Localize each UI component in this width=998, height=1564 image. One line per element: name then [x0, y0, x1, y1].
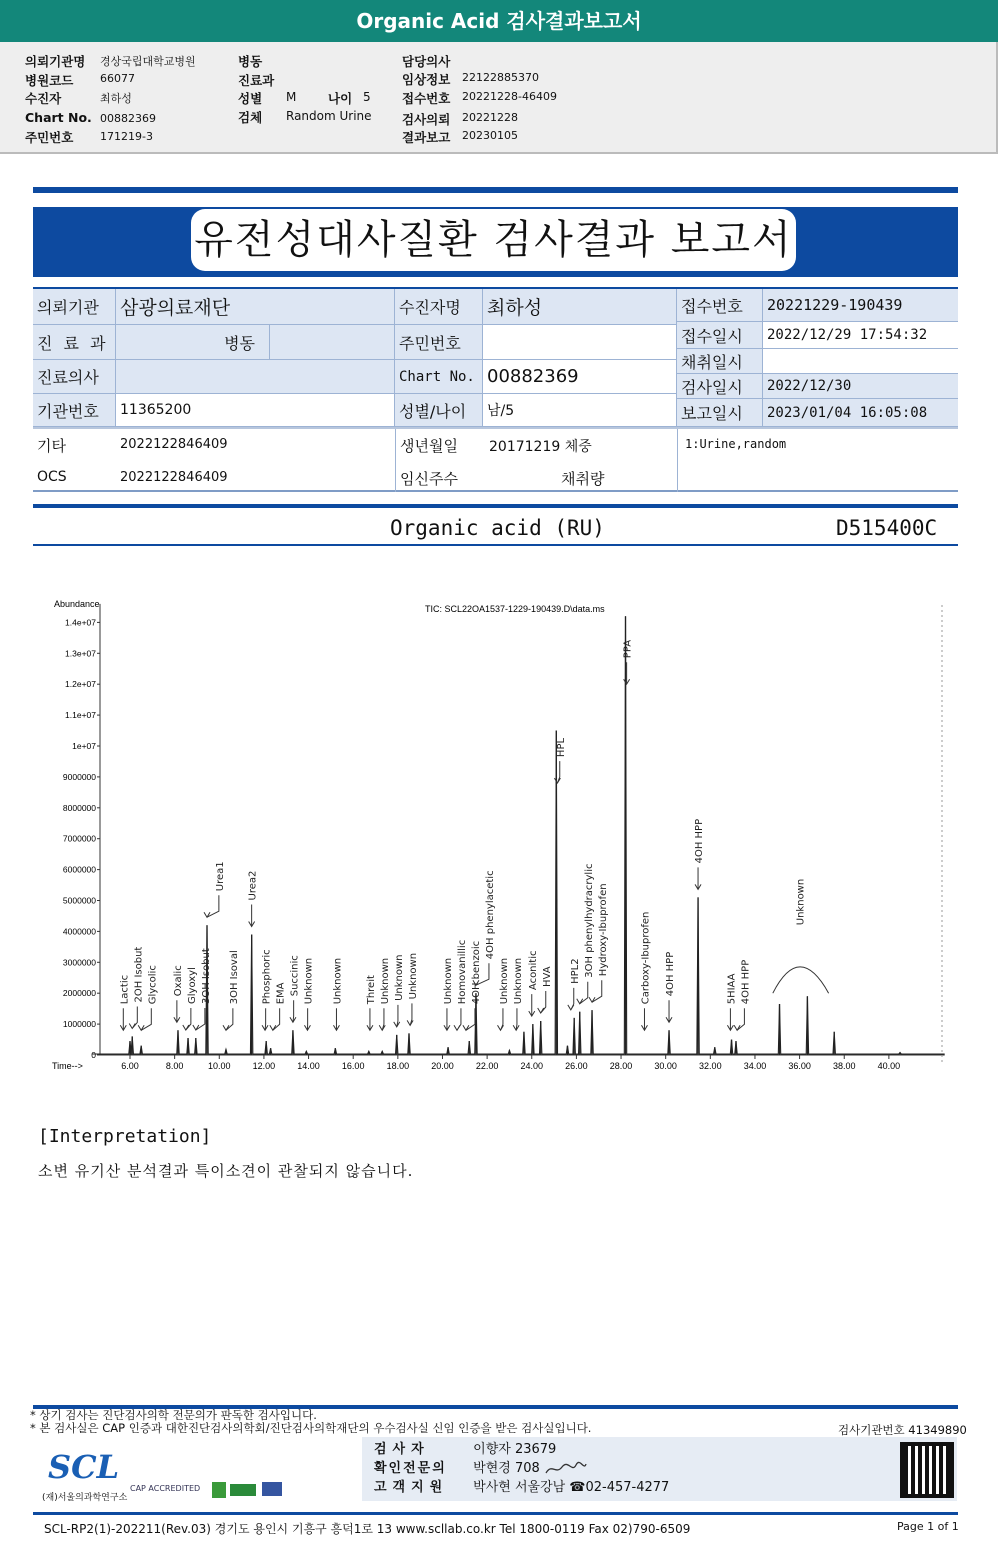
- label: 주민번호: [395, 325, 483, 360]
- label: Chart No.: [25, 110, 92, 125]
- peak-annotation: Carboxy-Ibuprofen: [640, 911, 652, 1005]
- peak-annotation: 4OH HPP: [665, 951, 677, 997]
- peak-annotation: Unknown: [379, 957, 391, 1005]
- annotation-arrow: [129, 1006, 137, 1028]
- peak-annotation: Glyoxyl: [186, 967, 198, 1005]
- annotation-arrow: [333, 1008, 339, 1030]
- y-tick-label: 1e+07: [72, 741, 96, 751]
- x-tick-label: 10.00: [208, 1061, 231, 1071]
- peak-annotation: 3OH Isobut: [200, 948, 212, 1005]
- label: 확인전문의: [374, 1461, 447, 1476]
- peak-annotation: Lactic: [119, 974, 131, 1005]
- label: 검체: [238, 110, 263, 125]
- annotation-bracket: [773, 967, 829, 993]
- annotation-arrow: [513, 1008, 519, 1030]
- y-tick-label: 3000000: [62, 957, 96, 968]
- x-tick-label: 20.00: [431, 1061, 454, 1071]
- annotation-arrow: [270, 1008, 280, 1030]
- note: * 상기 검사는 진단검사의학 전문의가 판독한 검사입니다.: [30, 1408, 317, 1422]
- test-code: D515400C: [836, 516, 938, 540]
- label: 접수일시: [677, 322, 763, 349]
- label: 보고일시: [677, 399, 763, 427]
- x-tick-label: 8.00: [165, 1061, 184, 1071]
- peak-annotation: Aconitic: [527, 950, 539, 991]
- peak-annotation: 3OH Isoval: [228, 950, 240, 1005]
- value: 2022122846409: [120, 470, 228, 485]
- divider: [33, 504, 958, 508]
- value: 2022/12/29 17:54:32: [763, 322, 958, 349]
- divider: [33, 544, 958, 546]
- value: Random Urine: [286, 109, 372, 123]
- peak-annotation: Unknown: [795, 878, 807, 926]
- value: 20221228: [462, 111, 518, 124]
- y-tick-label: 7000000: [62, 833, 96, 844]
- value: 66077: [100, 72, 135, 85]
- value: 5: [363, 90, 371, 104]
- value-empty: [483, 325, 677, 360]
- annotation-arrow: [444, 1008, 450, 1030]
- section-title: Organic acid (RU): [390, 516, 605, 540]
- peak-annotation: Unknown: [498, 957, 510, 1005]
- peak-annotation: HPL: [555, 737, 567, 758]
- footer-text: SCL-RP2(1)-202211(Rev.03) 경기도 용인시 기흥구 흥덕1로 13 www.scllab.co.kr Tel 1800-0119 Fax 02)790-6509: [44, 1522, 691, 1536]
- value: 171219-3: [100, 130, 153, 143]
- peak-annotation: Oxalic: [172, 965, 184, 997]
- peak-annotation: Unknown: [442, 957, 454, 1005]
- annotation-arrow: [193, 1008, 205, 1030]
- label: 수진자명: [395, 289, 483, 325]
- label: 수진자: [25, 91, 62, 106]
- logo-subtitle: (재)서울의과학연구소: [42, 1493, 128, 1503]
- scl-logo: SCL: [48, 1448, 120, 1486]
- annotation-arrow: [120, 1008, 126, 1030]
- divider: [33, 1512, 958, 1515]
- value: 20230105: [462, 129, 518, 142]
- label: 검사의뢰: [402, 112, 451, 127]
- value: 이향자 23679: [473, 1442, 557, 1457]
- label: 의뢰기관: [33, 289, 116, 325]
- label: 생년월일: [400, 437, 458, 455]
- x-tick-label: 12.00: [252, 1061, 276, 1071]
- peak-annotation: Homovanillic: [456, 939, 468, 1005]
- annotation-arrow: [695, 867, 701, 889]
- y-tick-label: 1000000: [62, 1019, 96, 1030]
- peak-annotation: Unknown: [512, 957, 524, 1005]
- y-tick-label: 1.3e+07: [65, 648, 96, 659]
- y-tick-label: 8000000: [62, 802, 96, 813]
- notes: [30, 1409, 591, 1435]
- y-tick-label: 1.1e+07: [65, 710, 96, 721]
- value: 20221229-190439: [763, 289, 958, 322]
- label: 의뢰기관명: [25, 54, 86, 69]
- divider: [395, 429, 396, 492]
- peak-annotation: Urea1: [214, 861, 226, 892]
- label: 진료과: [238, 73, 275, 88]
- annotation-arrow: [454, 1008, 461, 1030]
- label: 접수번호: [677, 289, 763, 322]
- patient-info-panel: [0, 42, 998, 154]
- value: 22122885370: [462, 71, 539, 84]
- signature-box: [362, 1437, 957, 1501]
- x-axis-label: Time-->: [52, 1061, 83, 1071]
- x-tick-label: 32.00: [699, 1061, 722, 1071]
- peak-annotation: 4OH HPP: [740, 959, 752, 1005]
- y-axis-label: Abundance: [54, 599, 100, 609]
- value: 2022/12/30: [763, 374, 958, 399]
- y-tick-label: 2000000: [62, 988, 96, 999]
- peak-annotation: Phosphoric: [261, 949, 273, 1005]
- qr-code: [900, 1442, 954, 1498]
- annotation-arrow: [290, 1000, 296, 1022]
- peak-annotation: HPL2: [569, 958, 581, 984]
- peak-annotation: Threit: [365, 975, 377, 1005]
- annotation-arrow: [589, 980, 602, 1002]
- cert-logo: [230, 1484, 256, 1496]
- annotation-arrow: [138, 1008, 151, 1030]
- annotation-arrow: [407, 1003, 413, 1025]
- value: 경상국립대학교병원: [100, 55, 196, 68]
- label: 병원코드: [25, 73, 74, 88]
- peak-annotation: EMA: [275, 982, 287, 1005]
- y-tick-label: 9000000: [62, 771, 96, 782]
- x-tick-label: 14.00: [297, 1061, 320, 1071]
- value: M: [286, 90, 297, 104]
- y-tick-label: 1.4e+07: [65, 617, 96, 628]
- divider: [677, 429, 678, 492]
- x-tick-label: 36.00: [788, 1061, 811, 1071]
- annotation-arrow: [538, 991, 546, 1013]
- signature: [544, 1461, 588, 1477]
- peak-annotation: Hydroxy-Ibuprofen: [597, 883, 609, 977]
- cert-logo: [262, 1482, 282, 1496]
- value: 병동: [116, 325, 270, 360]
- value: 00882369: [100, 112, 156, 125]
- value: 박현경 708: [473, 1461, 540, 1476]
- value: 20171219 체중: [489, 439, 592, 455]
- annotation-arrow: [727, 1008, 733, 1030]
- peak-annotation: Unknown: [407, 952, 419, 1000]
- annotation-arrow: [174, 1000, 180, 1022]
- divider: [33, 187, 958, 193]
- report-info-table: [33, 287, 958, 492]
- value: 2023/01/04 16:05:08: [763, 399, 958, 427]
- y-tick-label: 0: [91, 1050, 96, 1060]
- x-tick-label: 16.00: [341, 1061, 365, 1071]
- y-tick-label: 6000000: [62, 864, 96, 875]
- annotation-arrow: [183, 1008, 191, 1030]
- annotation-arrow: [554, 761, 560, 783]
- y-tick-label: 5000000: [62, 895, 96, 906]
- value: 삼광의료재단: [116, 289, 395, 325]
- label: 진료의사: [33, 360, 116, 394]
- value: 00882369: [483, 360, 677, 394]
- peak-annotation: Urea2: [247, 870, 259, 901]
- annotation-arrow: [463, 1008, 475, 1030]
- value-empty: [116, 360, 395, 394]
- peak-annotation: Glycolic: [147, 965, 159, 1005]
- interpretation-text: 소변 유기산 분석결과 특이소견이 관찰되지 않습니다.: [38, 1162, 414, 1180]
- label: 성별: [238, 91, 263, 106]
- value: 남/5: [483, 394, 677, 427]
- annotation-arrow: [367, 1008, 373, 1030]
- label: 검사자: [374, 1442, 430, 1457]
- label: 주민번호: [25, 130, 74, 145]
- peak-annotation: 4OH phenylacetic: [484, 870, 496, 960]
- x-tick-label: 6.00: [121, 1061, 139, 1071]
- banner-title: 유전성대사질환 검사결과 보고서: [191, 209, 796, 271]
- label: 나이: [328, 91, 353, 106]
- label: 임상정보: [402, 72, 451, 87]
- peak-annotation: 3OH phenylhydracrylic: [583, 863, 595, 978]
- value: 최하성: [483, 289, 677, 325]
- value: 최하성: [100, 92, 132, 105]
- label: 병동: [238, 54, 263, 69]
- annotation-arrow: [641, 1008, 647, 1030]
- label: 기관번호: [33, 394, 116, 427]
- annotation-arrow: [624, 662, 630, 684]
- label: 채취량: [561, 470, 605, 488]
- annotation-arrow: [379, 1008, 385, 1030]
- annotation-arrow: [249, 904, 255, 926]
- annotation-arrow: [734, 1008, 744, 1030]
- annotation-arrow: [394, 1005, 400, 1027]
- peak-annotation: HVA: [541, 966, 553, 988]
- peak-annotation: 4OH benzoic: [470, 940, 482, 1005]
- peak-annotation: Unknown: [332, 957, 344, 1005]
- x-tick-label: 28.00: [609, 1061, 633, 1071]
- peak-annotation: Unknown: [303, 957, 315, 1005]
- label: 성별/나이: [395, 394, 483, 427]
- label: 진 료 과: [33, 325, 116, 360]
- annotation-arrow: [577, 982, 588, 1004]
- annotation-arrow: [304, 1008, 310, 1030]
- y-tick-label: 4000000: [62, 926, 96, 937]
- note: * 본 검사실은 CAP 인증과 대한진단검사의학회/진단검사의학재단의 우수검사실 신임 인증을 받은 검사실입니다.: [30, 1421, 592, 1435]
- value: 박사현 서울강남 ☎02-457-4277: [473, 1480, 670, 1495]
- x-tick-label: 18.00: [386, 1061, 410, 1071]
- value: 20221228-46409: [462, 90, 557, 103]
- chromatogram-chart: [40, 595, 945, 1080]
- label: 채취일시: [677, 349, 763, 374]
- chart-title: TIC: SCL22OA1537-1229-190439.D\data.ms: [425, 604, 605, 614]
- annotation-arrow: [498, 1008, 504, 1030]
- x-tick-label: 34.00: [743, 1061, 767, 1071]
- label: 기타: [37, 437, 66, 455]
- annotation-arrow: [666, 1000, 672, 1022]
- label: 결과보고: [402, 130, 451, 145]
- label: 고객지원: [374, 1480, 449, 1495]
- label: 검사일시: [677, 374, 763, 399]
- value-empty: [763, 349, 958, 374]
- y-tick-label: 1.2e+07: [65, 679, 96, 690]
- annotation-arrow: [223, 1008, 233, 1030]
- peak-annotation: Succinic: [289, 955, 301, 997]
- value: 11365200: [116, 394, 395, 427]
- report-banner: [33, 207, 958, 277]
- peak-annotation: 5HIAA: [726, 973, 738, 1005]
- peak-annotation: Unknown: [393, 954, 405, 1001]
- label: OCS: [37, 469, 67, 485]
- label: Chart No.: [395, 360, 483, 394]
- annotation-arrow: [568, 988, 574, 1010]
- value: 2022122846409: [120, 437, 228, 452]
- value-empty: [270, 325, 395, 360]
- interpretation-title: [Interpretation]: [38, 1126, 212, 1147]
- annotation-arrow: [262, 1008, 268, 1030]
- lab-number: 검사기관번호 41349890: [838, 1423, 967, 1437]
- peak-annotation: PPA: [622, 639, 634, 659]
- peak-annotation: 2OH Isobut: [133, 946, 145, 1003]
- label: 접수번호: [402, 91, 451, 106]
- report-header-title: Organic Acid 검사결과보고서: [0, 0, 998, 42]
- x-tick-label: 38.00: [832, 1061, 856, 1071]
- x-tick-label: 22.00: [475, 1061, 499, 1071]
- divider: [33, 427, 958, 429]
- x-tick-label: 30.00: [654, 1061, 677, 1071]
- x-tick-label: 26.00: [565, 1061, 588, 1071]
- label: 임신주수: [400, 470, 458, 488]
- cap-logo: CAP ACCREDITED: [130, 1484, 201, 1493]
- value: 1:Urine,random: [685, 437, 787, 451]
- peak-annotation: 4OH HPP: [694, 818, 706, 864]
- x-tick-label: 40.00: [877, 1061, 901, 1071]
- cert-logo: [212, 1482, 226, 1498]
- label: 담당의사: [402, 54, 451, 69]
- page-number: Page 1 of 1: [897, 1520, 959, 1533]
- annotation-arrow: [204, 895, 219, 917]
- x-tick-label: 24.00: [520, 1061, 544, 1071]
- annotation-arrow: [529, 994, 535, 1016]
